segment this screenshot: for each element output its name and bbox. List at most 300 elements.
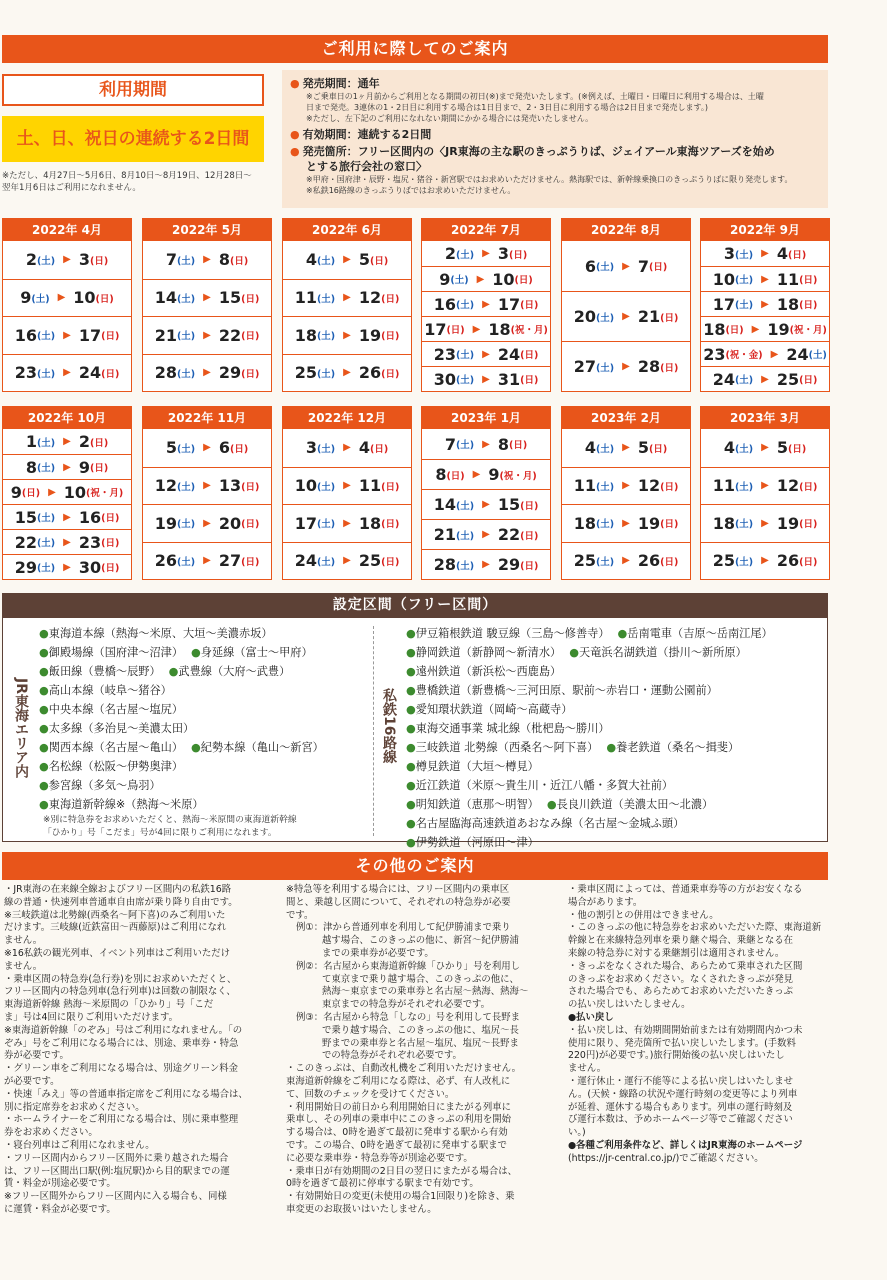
end-weekday: (祝・月)	[499, 470, 537, 482]
end-date: 2	[78, 432, 90, 451]
info-line: ません。	[4, 960, 43, 972]
calendar-date-pair	[283, 279, 411, 317]
end-weekday: (日)	[241, 556, 260, 568]
start-weekday: (土)	[455, 440, 475, 451]
arrow-icon: ▶	[343, 442, 351, 454]
arrow-icon: ▶	[63, 436, 71, 447]
start-weekday: (土)	[734, 556, 754, 568]
end-date: 28	[637, 357, 661, 376]
end-date: 26	[776, 551, 800, 571]
end-date: 27	[218, 551, 242, 571]
start-weekday: (土)	[316, 331, 336, 343]
info-line: 220円)が必要です。)旅行開始後の払い戻しはいたし	[568, 1050, 785, 1062]
calendar-date-pair	[3, 429, 131, 454]
bullet-icon: ●	[406, 684, 416, 697]
calendar-date-pair	[422, 459, 550, 489]
end-date: 24	[78, 363, 102, 383]
calendar-date-pair	[283, 504, 411, 542]
arrow-icon: ▶	[482, 438, 490, 450]
end-weekday: (日)	[241, 331, 260, 343]
section-title: 設定区間（フリー区間）	[332, 597, 498, 613]
calendar-month-title: 2023年 2月	[562, 407, 690, 429]
calendar-month	[282, 218, 412, 392]
end-weekday: (日)	[787, 249, 807, 261]
start-date: 18	[712, 513, 735, 533]
rail-line-row	[406, 719, 826, 738]
rail-line-name: 中央本線（名古屋～塩尻）	[48, 703, 184, 716]
info-line: ・利用開始日の前日から利用開始日にまたがる列車に	[286, 1101, 512, 1113]
end-weekday: (日)	[369, 443, 389, 455]
end-date: 24	[497, 344, 521, 364]
rail-line-row	[406, 776, 826, 795]
end-date: 18	[358, 513, 382, 533]
rail-line-name: 遠州鉄道（新浜松～西鹿島）	[415, 665, 562, 678]
start-date: 28	[433, 555, 456, 574]
info-line: フリー区間内の特急列車(急行列車)は回数の制限なく、	[4, 986, 236, 998]
calendar-date-pair	[701, 429, 829, 467]
other-info-title: その他のご案内	[355, 856, 475, 875]
calendar-date-pair	[701, 291, 829, 316]
start-date: 23	[703, 344, 726, 364]
end-weekday: (日)	[101, 331, 120, 343]
bullet-icon: ●	[39, 665, 49, 678]
info-line: が必要です。	[4, 1075, 60, 1087]
end-date: 9	[488, 465, 500, 484]
end-date: 10	[63, 482, 87, 502]
end-date: 15	[218, 288, 242, 308]
info-line: ・ホームライナーをご利用になる場合は、別に乗車整理	[4, 1114, 239, 1126]
arrow-icon: ▶	[761, 273, 769, 285]
arrow-icon: ▶	[761, 248, 769, 259]
bullet-icon: ●	[406, 627, 416, 640]
end-weekday: (日)	[89, 437, 109, 449]
info-line: て東京まで乗り越す場合、このきっぷの他に、	[322, 973, 519, 985]
rail-line-row	[39, 624, 369, 643]
rail-line-row	[39, 776, 369, 795]
info-line: が延着、運休する場合もあります。列車の運行時刻及	[568, 1101, 793, 1113]
end-date: 25	[358, 551, 382, 571]
start-date: 29	[14, 557, 37, 577]
end-date: 17	[497, 294, 521, 314]
other-info-col-3	[568, 884, 830, 1166]
arrow-icon: ▶	[482, 499, 490, 510]
arrow-icon: ▶	[622, 361, 630, 372]
info-line: 賃・料金が別途必要です。	[4, 1178, 116, 1190]
arrow-icon: ▶	[63, 511, 71, 523]
calendar-date-pair	[143, 241, 271, 279]
start-date: 25	[573, 551, 596, 571]
start-date: 9	[439, 269, 451, 289]
info-line: です。	[286, 909, 314, 921]
end-date: 21	[637, 307, 661, 326]
bullet-icon: ●	[191, 646, 201, 659]
rail-line-name: 東海交通事業 城北線（枇杷島～勝川）	[415, 722, 610, 735]
end-date: 16	[78, 507, 102, 527]
bullet-icon: ●	[39, 722, 49, 735]
arrow-icon: ▶	[476, 273, 485, 285]
end-date: 8	[218, 250, 230, 270]
info-line: までの乗車券が必要です。	[322, 947, 434, 959]
calendar-date-pair	[701, 366, 829, 391]
info-line: て、回数のチェックを受けてください。	[286, 1088, 455, 1100]
info-line: ●払い戻し	[568, 1011, 614, 1023]
info-line: ●各種ご利用条件など、詳しくはJR東海のホームページ	[568, 1139, 803, 1151]
start-date: 30	[433, 369, 456, 389]
rail-line-name: 名古屋臨海高速鉄道あおなみ線（名古屋～金城ふ頭）	[415, 817, 685, 830]
calendar-month	[142, 218, 272, 392]
start-weekday: (土)	[31, 293, 50, 305]
other-info-col-2	[286, 884, 558, 1217]
start-date: 2	[444, 244, 456, 263]
start-date: 11	[573, 476, 596, 496]
start-weekday: (土)	[455, 249, 475, 261]
start-weekday: (土)	[36, 437, 56, 449]
info-line: ま」号は4回に限りご利用いただけます。	[4, 1011, 178, 1023]
info-line: ・グリーン車をご利用になる場合は、別途グリーン料金	[4, 1063, 239, 1075]
rail-line-name: 静岡鉄道（新静岡～新清水）	[415, 646, 562, 659]
arrow-icon: ▶	[343, 367, 351, 379]
start-date: 25	[712, 551, 735, 571]
arrow-icon: ▶	[343, 254, 351, 266]
calendar-date-pair	[3, 316, 131, 354]
info-line: での特急券がそれぞれ必要です。	[322, 1050, 462, 1062]
start-weekday: (土)	[36, 513, 56, 524]
private-lines-list	[406, 624, 826, 852]
calendar-date-pair	[701, 542, 829, 580]
arrow-icon: ▶	[761, 517, 769, 529]
arrow-icon: ▶	[63, 329, 71, 341]
start-weekday: (土)	[36, 463, 56, 474]
calendar-date-pair	[3, 454, 131, 479]
info-line: ・寝台列車はご利用になれません。	[4, 1139, 155, 1151]
bullet-icon: ●	[406, 836, 416, 849]
end-date: 19	[358, 325, 382, 345]
rail-line-row	[39, 662, 369, 681]
rail-line-name: 高山本線（岐阜～猪谷）	[48, 684, 172, 697]
info-line: 例①：津から普通列車を利用して紀伊勝浦まで乗り	[296, 922, 511, 934]
arrow-icon: ▶	[203, 367, 211, 379]
rail-line-name: 御殿場線（国府津～沼津）	[48, 646, 184, 659]
calendar-month-title: 2022年 4月	[3, 219, 131, 241]
rail-line-row	[39, 681, 369, 700]
bullet-icon: ●	[546, 798, 557, 811]
arrow-icon: ▶	[63, 561, 71, 573]
end-weekday: (日)	[381, 293, 400, 305]
arrow-icon: ▶	[482, 298, 490, 310]
calendar-month	[561, 406, 691, 580]
other-info-col-1	[4, 884, 276, 1217]
start-weekday: (土)	[316, 293, 336, 305]
end-date: 23	[78, 532, 102, 552]
start-date: 18	[703, 319, 726, 339]
end-weekday: (日)	[241, 293, 260, 305]
start-weekday: (土)	[734, 249, 754, 261]
start-weekday: (土)	[176, 519, 196, 531]
end-date: 30	[78, 557, 102, 577]
arrow-icon: ▶	[770, 348, 779, 360]
end-weekday: (日)	[101, 538, 120, 549]
start-weekday: (土)	[734, 481, 754, 493]
info-line: で乗り越す場合、このきっぷの他に、塩尻～長	[322, 1024, 519, 1036]
calendar-month-title: 2022年 11月	[143, 407, 271, 429]
start-weekday: (土)	[36, 331, 56, 343]
calendar-date-pair	[283, 241, 411, 279]
bullet-icon: ●	[191, 741, 201, 754]
calendar-month	[2, 406, 132, 580]
rail-line-row	[406, 624, 826, 643]
bullet-icon: ●	[168, 665, 179, 678]
end-weekday: (日)	[799, 481, 818, 493]
start-date: 6	[584, 256, 596, 276]
period-value-box	[2, 116, 264, 162]
start-weekday: (土)	[176, 556, 196, 568]
start-date: 8	[435, 465, 447, 484]
calendar-month-title: 2022年 5月	[143, 219, 271, 241]
start-date: 15	[14, 507, 37, 527]
info-line: ・乗車日が有効期間の2日目の翌日にまたがる場合は、	[286, 1165, 517, 1177]
arrow-icon: ▶	[203, 292, 211, 304]
rail-line-name: 豊橋鉄道（新豊橋～三河田原、駅前～赤岩口・運動公園前）	[415, 684, 718, 697]
end-weekday: (日)	[520, 500, 539, 512]
end-date: 18	[488, 319, 511, 339]
rail-line-row	[39, 738, 369, 757]
rail-line-row	[406, 643, 826, 662]
end-weekday: (日)	[520, 300, 539, 311]
rail-line-row	[39, 700, 369, 719]
end-date: 25	[776, 369, 800, 389]
private-rail-label: 私鉄16路線	[381, 688, 397, 764]
end-weekday: (日)	[381, 481, 400, 493]
calendar-date-pair	[562, 467, 690, 505]
end-weekday: (日)	[520, 530, 539, 542]
bullet-icon: ●	[406, 646, 416, 659]
arrow-icon: ▶	[751, 323, 760, 335]
valid-period: ● 有効期間：連続する2日間	[290, 128, 432, 141]
bullet-icon: ●	[39, 798, 49, 811]
calendar-month-title: 2022年 10月	[3, 407, 131, 429]
end-weekday: (日)	[101, 513, 120, 524]
bullet-icon: ●	[39, 760, 49, 773]
bullet-icon: ●	[606, 741, 617, 754]
end-date: 4	[776, 244, 788, 263]
calendar-date-pair	[422, 291, 550, 316]
arrow-icon: ▶	[622, 555, 630, 567]
arrow-icon: ▶	[343, 555, 351, 567]
arrow-icon: ▶	[482, 373, 490, 385]
end-date: 5	[637, 438, 649, 458]
rail-line-name: 東海道本線（熱海～米原、大垣～美濃赤坂）	[48, 627, 273, 640]
calendar-date-pair	[143, 504, 271, 542]
start-date: 17	[712, 294, 735, 314]
end-weekday: (日)	[648, 443, 668, 455]
calendar-month-title: 2022年 7月	[422, 219, 550, 241]
arrow-icon: ▶	[761, 555, 769, 567]
free-section-box	[2, 617, 828, 849]
calendar-date-pair	[143, 429, 271, 467]
rail-line-name: 養老鉄道（桑名～揖斐）	[616, 741, 740, 754]
start-date: 16	[14, 325, 37, 345]
info-line: です。この場合、0時を過ぎて最初に発車する駅まで	[286, 1139, 507, 1151]
start-date: 18	[573, 513, 596, 533]
arrow-icon: ▶	[472, 469, 481, 480]
arrow-icon: ▶	[203, 517, 211, 529]
calendar-month-title: 2023年 1月	[422, 407, 550, 429]
info-line: 車変更のお取扱いはいたしません。	[286, 1203, 437, 1215]
calendar-date-pair	[143, 316, 271, 354]
end-weekday: (日)	[381, 331, 400, 343]
arrow-icon: ▶	[472, 323, 481, 335]
sale-place: ● 発売箇所：フリー区間内の〈JR東海の主な駅のきっぷうりば、ジェイアール東海ツアーズを始め	[290, 145, 775, 158]
arrow-icon: ▶	[63, 367, 71, 379]
end-date: 3	[78, 250, 90, 270]
info-line: 例②：名古屋から東海道新幹線「ひかり」号を利用し	[296, 960, 521, 972]
info-line: 使用に限り、発売箇所で払い戻しいたします。(手数料	[568, 1037, 796, 1049]
bullet-icon: ●	[406, 760, 416, 773]
rail-line-name: 近江鉄道（米原～貴生川・近江八幡・多賀大社前）	[415, 779, 674, 792]
start-date: 21	[154, 325, 177, 345]
info-line: ・乗車区間の特急券(急行券)を別にお求めいただくと、	[4, 973, 237, 985]
calendar-date-pair	[422, 489, 550, 519]
calendar-month	[2, 218, 132, 392]
info-line: ・他の割引との併用はできません。	[568, 909, 719, 921]
end-date: 22	[218, 325, 242, 345]
calendar-month	[700, 406, 830, 580]
info-line: 乗車し、その列車の乗車中にこのきっぷの利用を開始	[286, 1114, 512, 1126]
arrow-icon: ▶	[622, 517, 630, 529]
info-line: 熱海～東京までの乗車券と名古屋～熱海、熱海～	[322, 986, 529, 998]
start-date: 2	[25, 250, 37, 270]
info-line: ・乗車区間によっては、普通乗車券等の方がお安くなる	[568, 884, 803, 895]
bullet-icon: ●	[406, 779, 416, 792]
start-date: 8	[25, 457, 37, 477]
start-date: 12	[154, 476, 177, 496]
end-weekday: (日)	[89, 463, 109, 474]
bullet-icon: ●	[406, 703, 416, 716]
start-weekday: (土)	[595, 443, 615, 455]
start-date: 17	[424, 319, 447, 339]
info-line: する場合は、0時を過ぎて最初に発車する駅から有効	[286, 1127, 508, 1139]
arrow-icon: ▶	[482, 529, 490, 540]
start-weekday: (土)	[316, 519, 336, 531]
end-date: 11	[776, 269, 800, 289]
bullet-icon: ●	[39, 646, 49, 659]
info-line: い。)	[568, 1127, 586, 1139]
section-banner	[2, 593, 828, 617]
info-line: ・払い戻しは、有効期間開始前または有効期間内かつ未	[568, 1024, 803, 1036]
end-weekday: (日)	[787, 443, 807, 455]
end-weekday: (日)	[101, 368, 120, 380]
calendar-date-pair	[143, 354, 271, 392]
start-weekday: (土)	[455, 375, 475, 386]
period-label-box	[2, 74, 264, 106]
arrow-icon: ▶	[63, 461, 71, 473]
end-date: 31	[497, 369, 521, 389]
rail-line-name: 東海道新幹線※（熱海～米原）	[48, 798, 204, 811]
info-line: 0時を過ぎて最初に停車する駅まで有効です。	[286, 1178, 479, 1190]
start-weekday: (土)	[455, 560, 475, 572]
info-line: ん。(天候・線路の状況や運行時刻の変更等により列車	[568, 1088, 798, 1100]
start-weekday: (日)	[725, 325, 744, 336]
end-weekday: (日)	[660, 481, 679, 493]
rail-line-row	[39, 719, 369, 738]
rail-line-name: 名松線（松阪～伊勢奥津）	[48, 760, 184, 773]
info-line: 東海道新幹線をご利用になる際は、必ず、有人改札に	[286, 1075, 511, 1087]
calendar-date-pair	[701, 316, 829, 341]
bullet-icon: ●	[39, 703, 49, 716]
end-date: 13	[218, 476, 242, 496]
end-date: 12	[637, 476, 661, 496]
start-date: 4	[584, 438, 596, 458]
calendar-date-pair	[562, 504, 690, 542]
start-date: 25	[294, 363, 317, 383]
start-date: 28	[154, 363, 177, 383]
calendar-month-title: 2022年 12月	[283, 407, 411, 429]
info-line: ※三岐鉄道は北勢線(西桑名～阿下喜)のみご利用いた	[4, 909, 226, 921]
end-weekday: (日)	[660, 362, 679, 374]
rail-line-name: 明知鉄道（恵那～明智）	[415, 798, 539, 811]
arrow-icon: ▶	[343, 517, 351, 529]
arrow-icon: ▶	[622, 480, 630, 492]
rail-line-name: 参宮線（多気～鳥羽）	[48, 779, 161, 792]
rail-line-name: 伊豆箱根鉄道 駿豆線（三島～修善寺）	[415, 627, 610, 640]
rail-line-row	[406, 681, 826, 700]
end-weekday: (日)	[241, 481, 260, 493]
end-weekday: (日)	[799, 275, 818, 286]
calendar-month-title: 2022年 6月	[283, 219, 411, 241]
arrow-icon: ▶	[63, 254, 71, 266]
info-line: び運行本数は、予めホームページ等でご確認ください	[568, 1114, 793, 1126]
info-line: ません。	[4, 935, 43, 947]
end-date: 6	[218, 438, 230, 458]
start-weekday: (土)	[734, 300, 754, 311]
calendar-month	[282, 406, 412, 580]
calendar-date-pair	[422, 429, 550, 459]
calendar-date-pair	[701, 504, 829, 542]
period-label: 利用期間	[99, 80, 167, 100]
bullet-icon: ●	[39, 627, 49, 640]
period-note-line: 翌年1月6日はご利用になれません。	[2, 183, 141, 193]
start-weekday: (土)	[595, 312, 615, 324]
start-date: 16	[433, 294, 456, 314]
arrow-icon: ▶	[203, 254, 211, 266]
arrow-icon: ▶	[482, 348, 490, 360]
start-weekday: (日)	[446, 325, 465, 336]
sale-info-box	[282, 70, 828, 208]
calendar-month-title: 2022年 9月	[701, 219, 829, 241]
end-date: 10	[492, 269, 515, 289]
rail-line-row	[406, 757, 826, 776]
info-line: 野までの乗車券と名古屋～塩尻、塩尻～長野ま	[322, 1037, 519, 1049]
rail-line-name: 武豊線（大府～武豊）	[178, 665, 291, 678]
rail-line-name: 関西本線（名古屋～亀山）	[48, 741, 184, 754]
start-weekday: (土)	[455, 500, 475, 512]
calendar-month-title: 2022年 8月	[562, 219, 690, 241]
arrow-icon: ▶	[622, 442, 630, 454]
sale-place-cont: とする旅行会社の窓口〉	[306, 160, 427, 173]
start-weekday: (土)	[36, 538, 56, 549]
start-weekday: (土)	[176, 293, 196, 305]
end-date: 19	[637, 513, 661, 533]
start-weekday: (土)	[36, 255, 56, 267]
sale-place-note: ※甲府・国府津・辰野・塩尻・猪谷・新宮駅ではお求めいただけません。熱海駅では、新幹線乗換口のきっぷうりばに限り発売します。	[306, 175, 793, 184]
rail-line-name: 太多線（多治見～美濃太田）	[48, 722, 195, 735]
info-line: 東京までの特急券がそれぞれ必要です。	[322, 999, 491, 1011]
info-line: ・快速「みえ」等の普通車指定席をご利用になる場合は、	[4, 1088, 248, 1100]
start-weekday: (土)	[176, 481, 196, 493]
calendar-date-pair	[422, 549, 550, 579]
info-line: 券をお求めください。	[4, 1127, 98, 1139]
rail-line-name: 飯田線（豊橋～辰野）	[48, 665, 161, 678]
